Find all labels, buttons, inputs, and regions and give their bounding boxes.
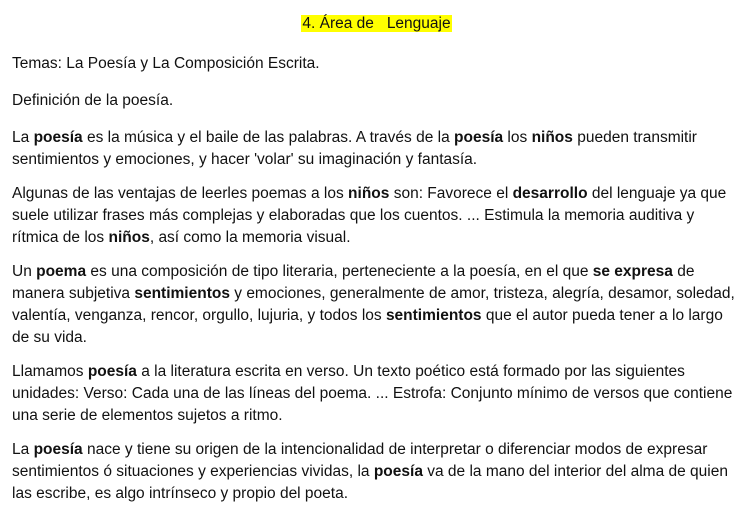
paragraph-4 <box>12 361 741 427</box>
bold-term: poesía <box>454 129 504 146</box>
text-run: de manera subjetiva <box>12 263 695 302</box>
text-run: Llamamos <box>12 363 88 380</box>
text-run: La <box>12 129 34 146</box>
paragraph-2 <box>12 183 741 249</box>
text-run: a la literatura escrita en verso. Un texto poético está formado por las siguientes unidades: Verso: Cada una de las líneas del poema. ... Estrofa: Conjunto mínimo de versos que contiene una serie de elementos sujetos a ritmo. <box>12 363 733 424</box>
topics-line: Temas: La Poesía y La Composición Escrita. <box>12 55 320 72</box>
bold-term: sentimientos <box>134 285 230 302</box>
bold-term: niños <box>108 229 150 246</box>
text-run: va de la mano del interior del alma de quien las escribe, es algo intrínseco y propio del poeta. <box>12 463 728 502</box>
section-heading <box>12 0 741 37</box>
bold-term: niños <box>531 129 573 146</box>
bold-term: poema <box>36 263 87 280</box>
highlighted-title: 4. Área de Lenguaje <box>302 15 451 32</box>
text-run: La <box>12 441 34 458</box>
text-run: Un <box>12 263 37 280</box>
bold-term: poesía <box>373 463 423 480</box>
bold-term: sentimientos <box>385 307 482 324</box>
bold-term: se expresa <box>592 263 673 280</box>
text-run: , así como la memoria visual. <box>149 229 351 246</box>
text-run: que el autor pueda tener a lo largo de su vida. <box>12 307 723 346</box>
paragraph-1 <box>12 127 741 171</box>
bold-term: poesía <box>33 441 83 458</box>
text-run: los <box>503 129 532 146</box>
text-run: son: Favorece el <box>389 185 513 202</box>
text-run: y emociones, generalmente de amor, tristeza, alegría, desamor, soledad, valentía, venganza, rencor, orgullo, lujuria, y todos los <box>12 285 735 324</box>
text-run: del lenguaje ya que suele utilizar frases más complejas y elaboradas que los cuentos. ... Estimula la memoria auditiva y rítmica de los <box>12 185 727 246</box>
text-run: Algunas de las ventajas de leerles poemas a los <box>12 185 349 202</box>
bold-term: poesía <box>33 129 83 146</box>
definition-heading: Definición de la poesía. <box>12 92 174 109</box>
bold-term: desarrollo <box>512 185 588 202</box>
paragraph-5 <box>12 439 741 505</box>
paragraph-3 <box>12 261 741 349</box>
text-run: pueden transmitir sentimientos y emociones, y hacer 'volar' su imaginación y fantasía. <box>12 129 697 168</box>
text-run: nace y tiene su origen de la intencionalidad de interpretar o diferenciar modos de expresar sentimientos ó situaciones y experiencias vividas, la <box>12 441 708 480</box>
text-run: es la música y el baile de las palabras. A través de la <box>82 129 455 146</box>
bold-term: niños <box>348 185 390 202</box>
text-run: es una composición de tipo literaria, perteneciente a la poesía, en el que <box>86 263 593 280</box>
bold-term: poesía <box>87 363 137 380</box>
